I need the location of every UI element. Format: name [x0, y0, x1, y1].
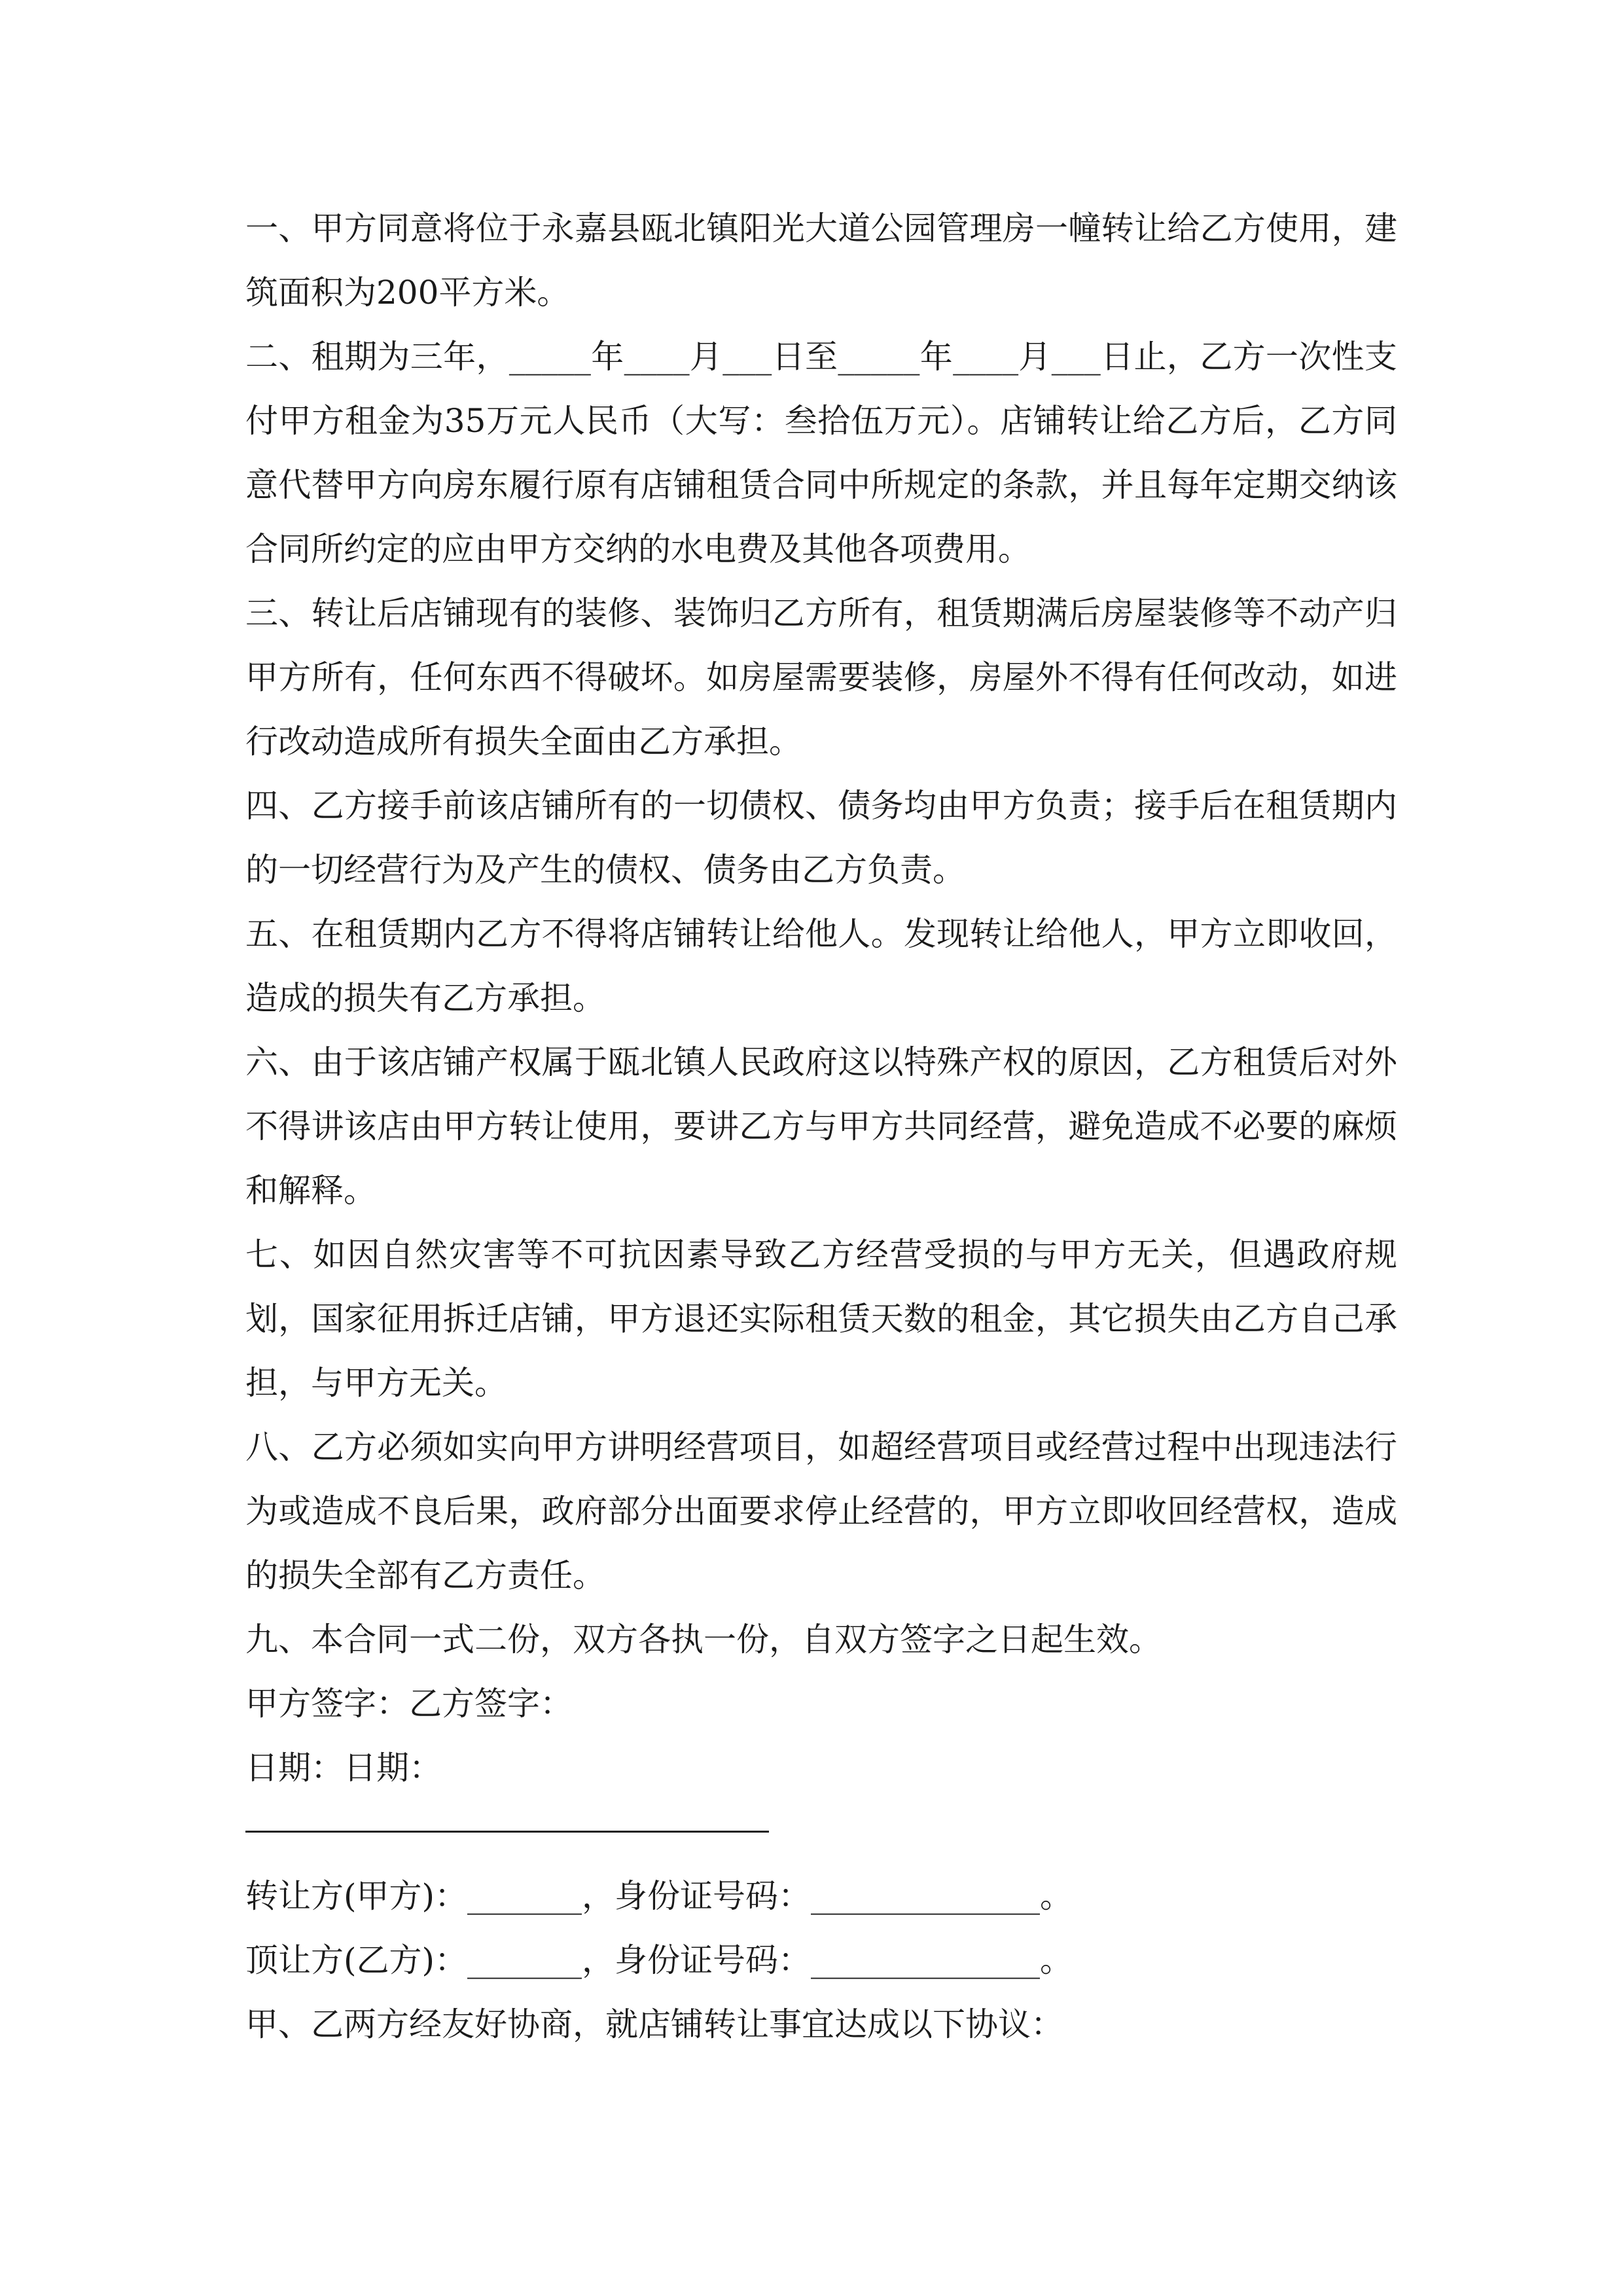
transferor-line: 转让方(甲方)：_______，身份证号码：______________。: [245, 1877, 1073, 1915]
preamble: 甲、乙两方经友好协商，就店铺转让事宜达成以下协议：: [245, 2005, 1063, 2043]
transferee-line: 顶让方(乙方)：_______，身份证号码：______________。: [245, 1941, 1073, 1979]
clause-4: 四、乙方接手前该店铺所有的一切债权、债务均由甲方负责；接手后在租赁期内的一切经营行为及产生的债权、债务由乙方负责。: [245, 787, 1397, 889]
contract-body: [245, 196, 1397, 2056]
clause-6: 六、由于该店铺产权属于瓯北镇人民政府这以特殊产权的原因，乙方租赁后对外不得讲该店由甲方转让使用，要讲乙方与甲方共同经营，避免造成不必要的麻烦和解释。: [245, 1043, 1397, 1210]
clause-9: 九、本合同一式二份，双方各执一份，自双方签字之日起生效。: [245, 1621, 1162, 1659]
separator-rule: [245, 1831, 769, 1833]
clause-1: 一、甲方同意将位于永嘉县瓯北镇阳光大道公园管理房一幢转让给乙方使用，建筑面积为200平方米。: [245, 209, 1397, 312]
clause-8: 八、乙方必须如实向甲方讲明经营项目，如超经营项目或经营过程中出现违法行为或造成不良后果，政府部分出面要求停止经营的，甲方立即收回经营权，造成的损失全部有乙方责任。: [245, 1428, 1397, 1594]
date-line: 日期：日期：: [245, 1749, 442, 1787]
signature-line: 甲方签字：乙方签字：: [245, 1685, 573, 1723]
separator: [245, 1800, 1397, 1864]
clause-2: 二、租期为三年，_____年____月___日至_____年____月___日止，乙方一次性支付甲方租金为35万元人民币（大写：叁拾伍万元）。店铺转让给乙方后，乙方同意代替甲方向房东履行原有店铺租赁合同中所规定的条款，并且每年定期交纳该合同所约定的应由甲方交纳的水电费及其他各项费用。: [245, 338, 1397, 568]
clause-5: 五、在租赁期内乙方不得将店铺转让给他人。发现转让给他人，甲方立即收回，造成的损失有乙方承担。: [245, 915, 1397, 1017]
clause-3: 三、转让后店铺现有的装修、装饰归乙方所有，租赁期满后房屋装修等不动产归甲方所有，任何东西不得破坏。如房屋需要装修，房屋外不得有任何改动，如进行改动造成所有损失全面由乙方承担。: [245, 594, 1397, 761]
clause-7: 七、如因自然灾害等不可抗因素导致乙方经营受损的与甲方无关，但遇政府规划，国家征用拆迁店铺，甲方退还实际租赁天数的租金，其它损失由乙方自己承担，与甲方无关。: [245, 1236, 1397, 1402]
